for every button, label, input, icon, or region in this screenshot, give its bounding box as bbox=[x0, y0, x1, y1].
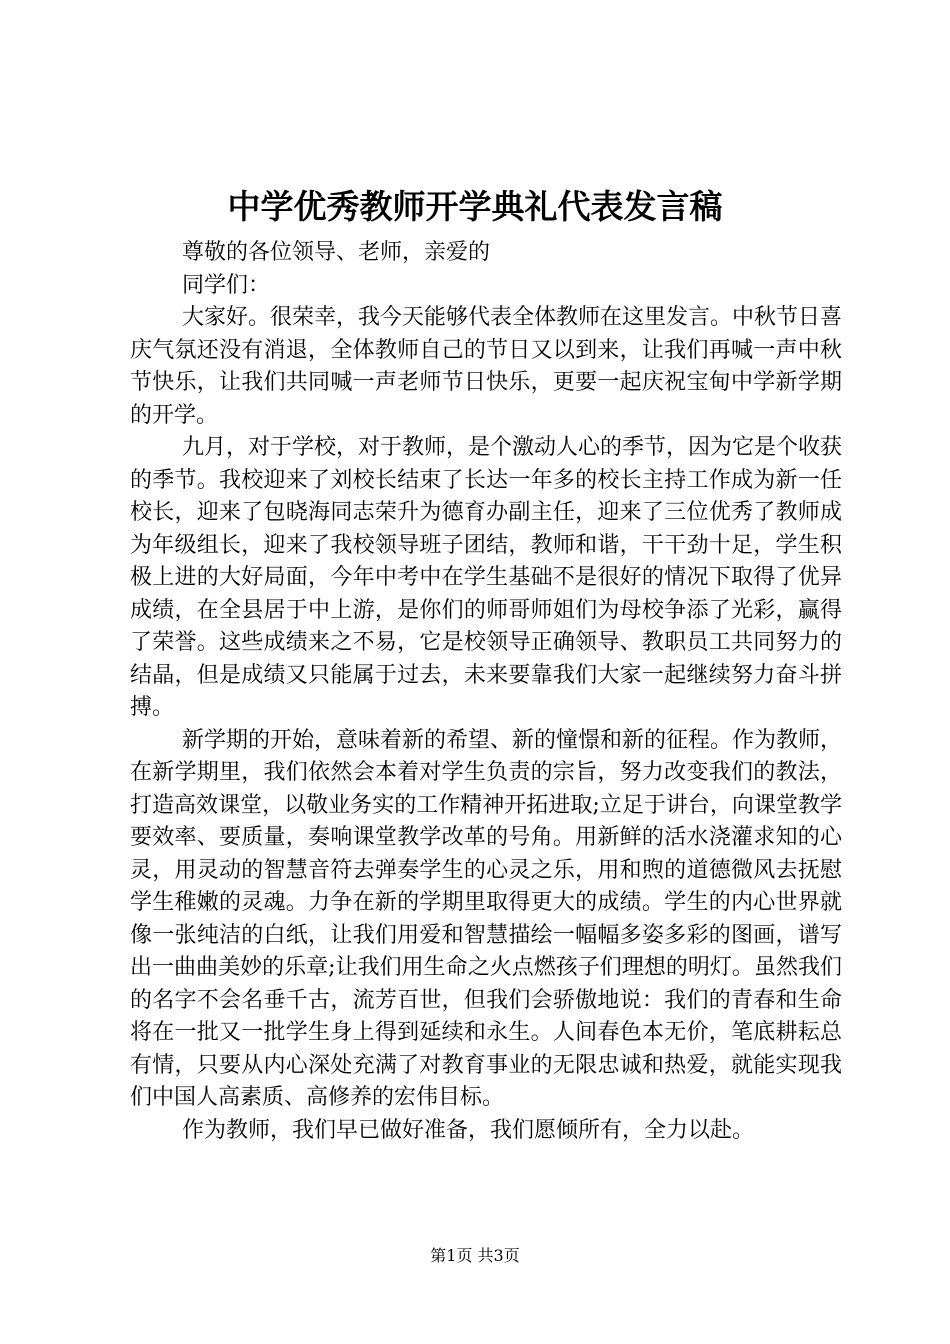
salutation-line: 同学们： bbox=[182, 272, 271, 298]
body-paragraph: 大家好。很荣幸，我今天能够代表全体教师在这里发言。中秋节日喜庆气氛还没有消退，全体教师自己的节日又以到来，让我们再喊一声中秋节快乐，让我们共同喊一声老师节日快乐，更要一起庆祝宝甸中学新学期的开学。 bbox=[130, 305, 843, 428]
body-paragraph: 作为教师，我们早已做好准备，我们愿倾所有，全力以赴。 bbox=[182, 1117, 755, 1143]
body-paragraph: 新学期的开始，意味着新的希望、新的憧憬和新的征程。作为教师，在新学期里，我们依然会本着对学生负责的宗旨，努力改变我们的教法，打造高效课堂，以敬业务实的工作精神开拓进取;立足于讲台，向课堂教学要效率、要质量，奏响课堂教学改革的号角。用新鲜的活水浇灌求知的心灵，用灵动的智慧音符去弹奏学生的心灵之乐，用和煦的道德微风去抚慰学生稚嫩的灵魂。力争在新的学期里取得更大的成绩。学生的内心世界就像一张纯洁的白纸，让我们用爱和智慧描绘一幅幅多姿多彩的图画，谱写出一曲曲美妙的乐章;让我们用生命之火点燃孩子们理想的明灯。虽然我们的名字不会名垂千古，流芳百世，但我们会骄傲地说：我们的青春和生命将在一批又一批学生身上得到延续和永生。人间春色本无价，笔底耕耘总有情，只要从内心深处充满了对教育事业的无限忠诚和热爱，就能实现我们中国人高素质、高修养的宏伟目标。 bbox=[130, 727, 843, 1110]
page-number-indicator: 第1页 共3页 bbox=[430, 1246, 520, 1265]
document-title: 中学优秀教师开学典礼代表发言稿 bbox=[227, 187, 723, 226]
body-paragraph: 九月，对于学校，对于教师，是个激动人心的季节，因为它是个收获的季节。我校迎来了刘校长结束了长达一年多的校长主持工作成为新一任校长，迎来了包晓海同志荣升为德育办副主任，迎来了三位优秀了教师成为年级组长，迎来了我校领导班子团结，教师和谐，干干劲十足，学生积极上进的大好局面，今年中考中在学生基础不是很好的情况下取得了优异成绩，在全县居于中上游，是你们的师哥师姐们为母校争添了光彩，赢得了荣誉。这些成绩来之不易，它是校领导正确领导、教职员工共同努力的结晶，但是成绩又只能属于过去，未来要靠我们大家一起继续努力奋斗拼搏。 bbox=[130, 435, 843, 720]
salutation-line: 尊敬的各位领导、老师，亲爱的 bbox=[182, 240, 491, 265]
document-body bbox=[130, 237, 842, 1147]
page-footer bbox=[0, 1244, 950, 1268]
